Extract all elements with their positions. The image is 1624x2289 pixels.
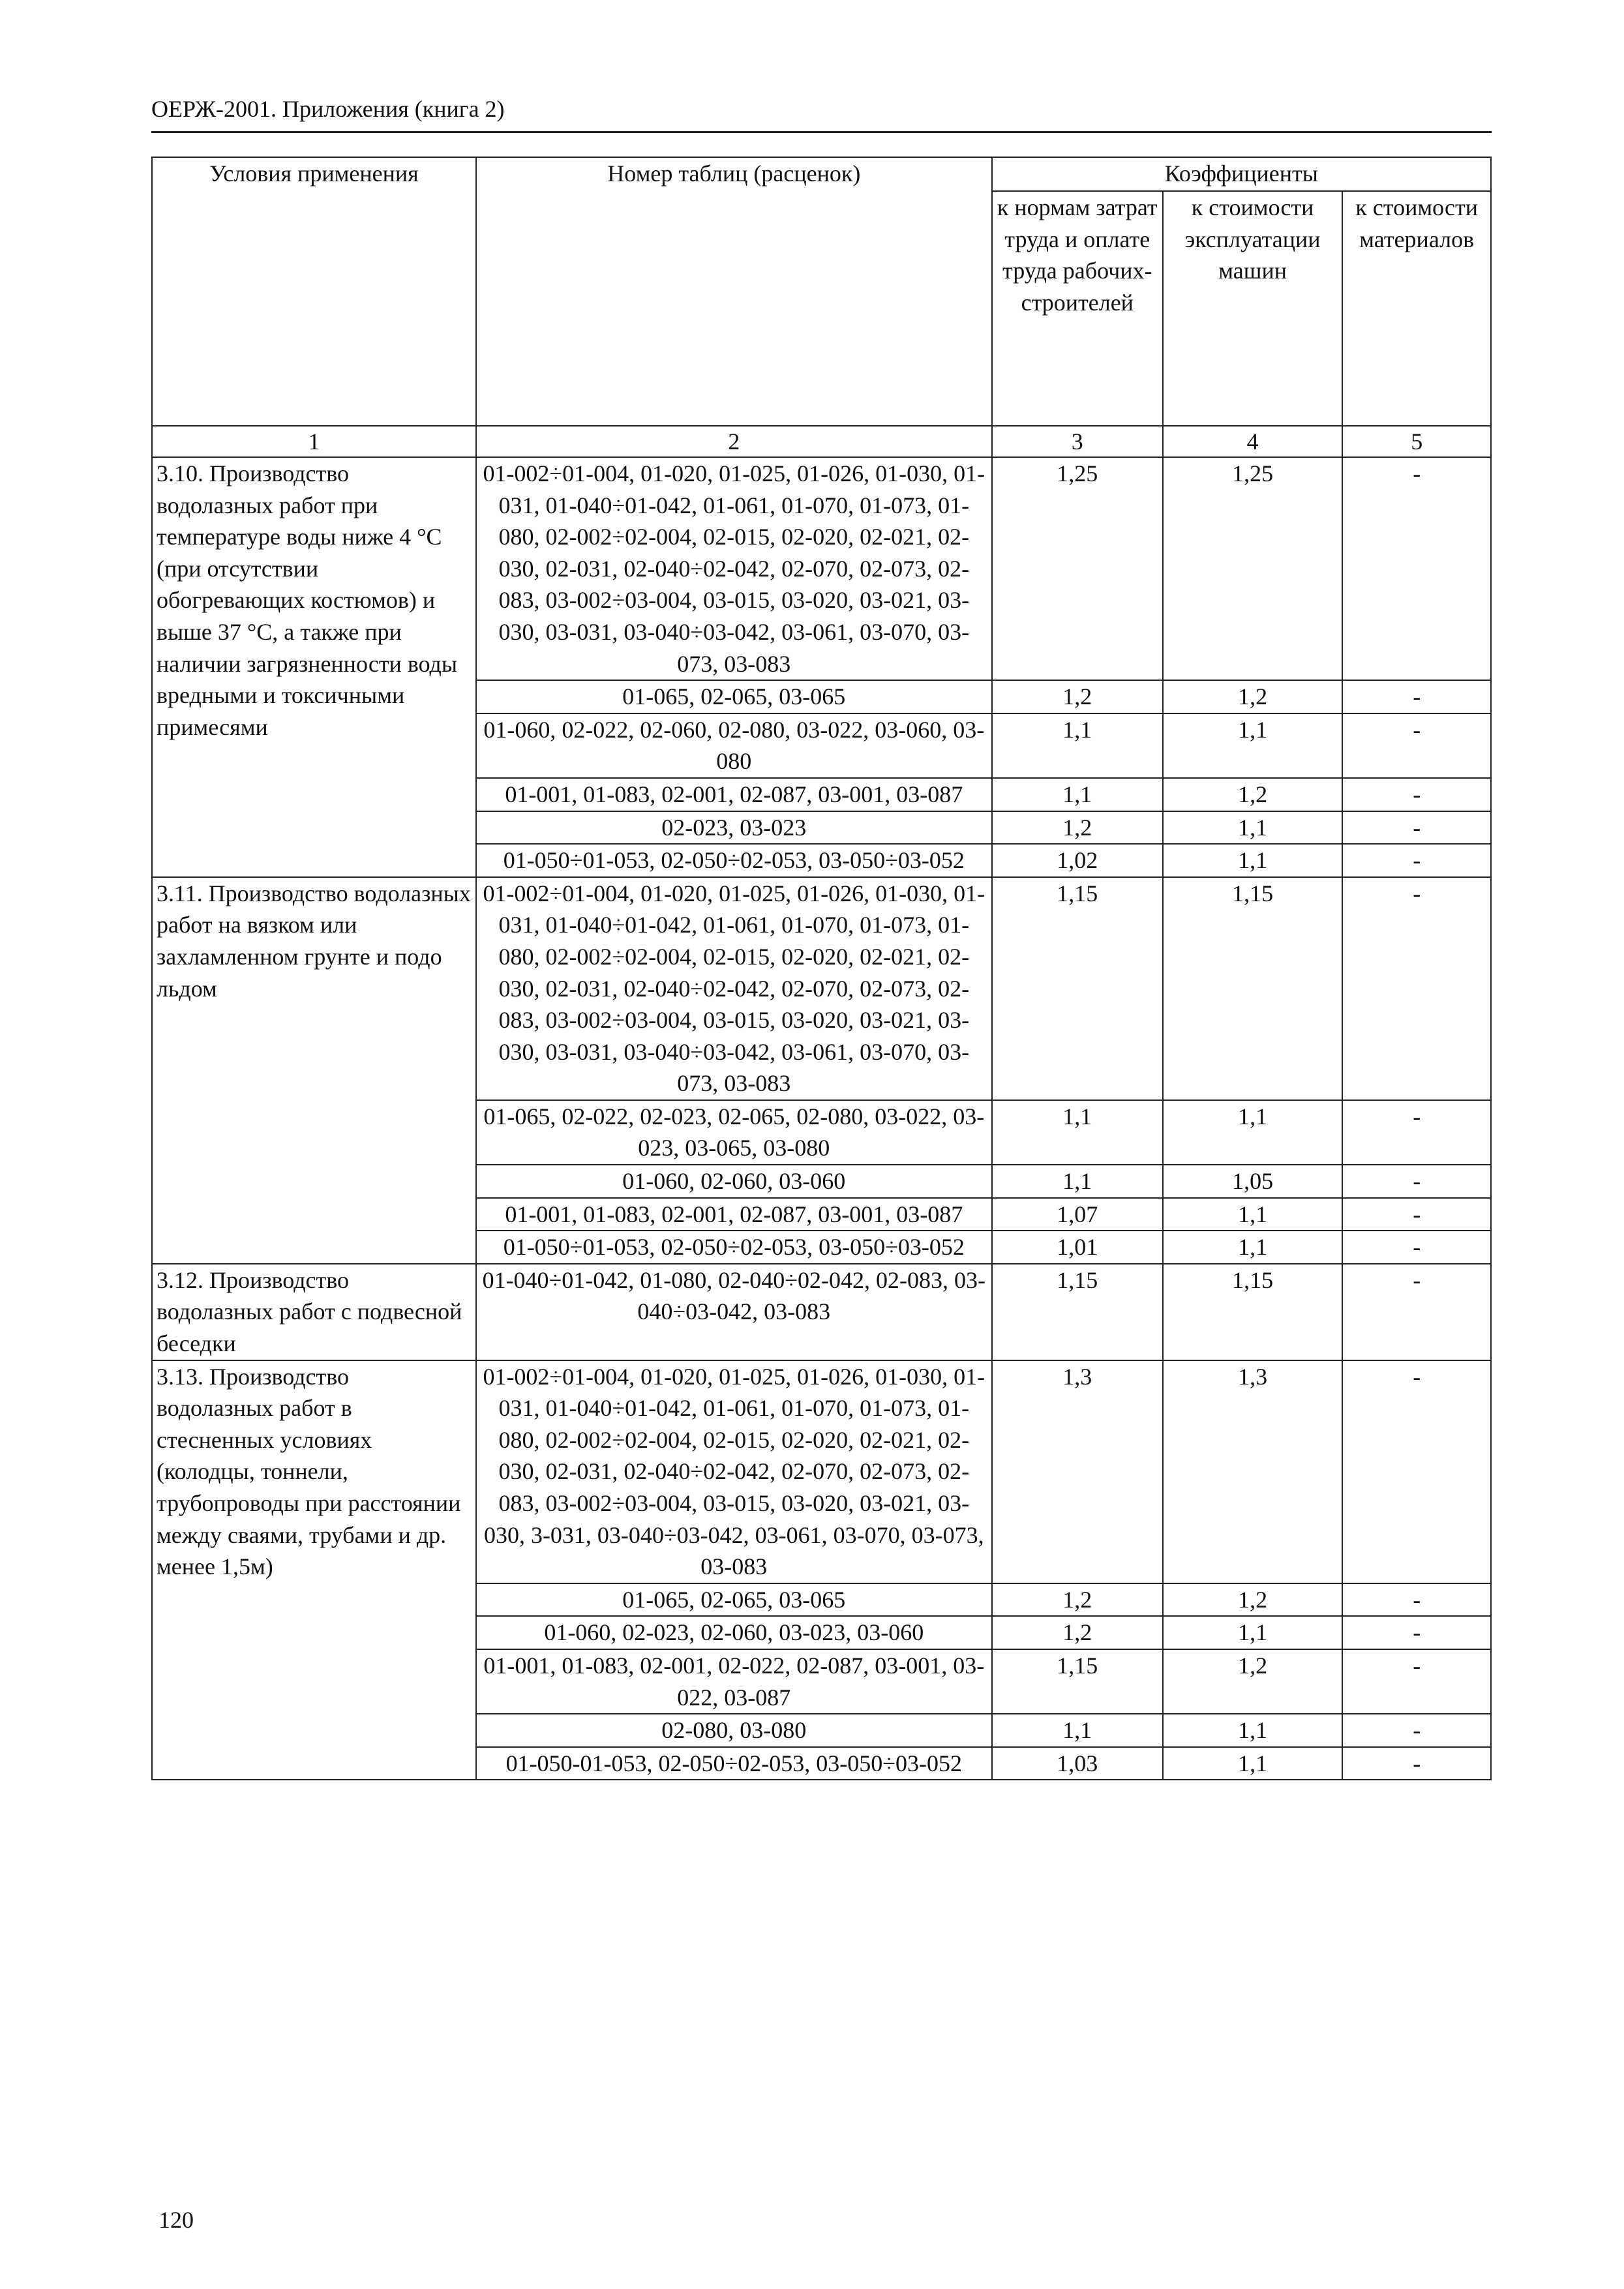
machines-coefficient-cell: 1,2: [1163, 1649, 1342, 1714]
tables-cell: 01-040÷01-042, 01-080, 02-040÷02-042, 02-083, 03-040÷03-042, 03-083: [476, 1264, 992, 1360]
labor-coefficient-cell: 1,01: [992, 1231, 1163, 1264]
machines-coefficient-cell: 1,2: [1163, 1583, 1342, 1617]
labor-coefficient-cell: 1,2: [992, 680, 1163, 713]
condition-cell: 3.13. Производство водолазных работ в стесненных условиях (колодцы, тоннели, трубопроводы при расстоянии между сваями, трубами и др. менее 1,5м): [152, 1360, 476, 1780]
machines-coefficient-cell: 1,25: [1163, 457, 1342, 680]
condition-cell: 3.10. Производство водолазных работ при температуре воды ниже 4 °С (при отсутствии обогревающих костюмов) и выше 37 °С, а также при наличии загрязненности воды вредными и токсичными примесями: [152, 457, 476, 877]
header-machines: к стоимости эксплуатации машин: [1163, 191, 1342, 426]
labor-coefficient-cell: 1,1: [992, 1100, 1163, 1165]
labor-coefficient-cell: 1,03: [992, 1747, 1163, 1780]
materials-coefficient-cell: -: [1342, 1198, 1491, 1231]
labor-coefficient-cell: 1,1: [992, 778, 1163, 811]
materials-coefficient-cell: -: [1342, 1100, 1491, 1165]
machines-coefficient-cell: 1,1: [1163, 1714, 1342, 1747]
machines-coefficient-cell: 1,05: [1163, 1165, 1342, 1198]
labor-coefficient-cell: 1,1: [992, 1165, 1163, 1198]
materials-coefficient-cell: -: [1342, 811, 1491, 845]
materials-coefficient-cell: -: [1342, 1165, 1491, 1198]
coefficients-table: [151, 157, 1492, 1780]
materials-coefficient-cell: -: [1342, 1583, 1491, 1617]
materials-coefficient-cell: -: [1342, 713, 1491, 778]
table-row: [152, 1264, 1491, 1360]
materials-coefficient-cell: -: [1342, 1747, 1491, 1780]
column-number: 2: [476, 426, 992, 457]
labor-coefficient-cell: 1,02: [992, 844, 1163, 877]
column-number: 1: [152, 426, 476, 457]
tables-cell: 01-060, 02-060, 03-060: [476, 1165, 992, 1198]
labor-coefficient-cell: 1,07: [992, 1198, 1163, 1231]
tables-cell: 01-060, 02-022, 02-060, 02-080, 03-022, 03-060, 03-080: [476, 713, 992, 778]
materials-coefficient-cell: -: [1342, 680, 1491, 713]
header-coefficients: Коэффициенты: [992, 157, 1491, 191]
labor-coefficient-cell: 1,15: [992, 877, 1163, 1100]
machines-coefficient-cell: 1,1: [1163, 844, 1342, 877]
header-materials: к стоимости материалов: [1342, 191, 1491, 426]
materials-coefficient-cell: -: [1342, 1360, 1491, 1583]
header-rule: [151, 131, 1492, 133]
labor-coefficient-cell: 1,1: [992, 1714, 1163, 1747]
header-labor: к нормам затрат труда и оплате труда рабочих-строителей: [992, 191, 1163, 426]
machines-coefficient-cell: 1,2: [1163, 680, 1342, 713]
tables-cell: 01-050÷01-053, 02-050÷02-053, 03-050÷03-052: [476, 844, 992, 877]
column-number: 5: [1342, 426, 1491, 457]
tables-cell: 01-065, 02-065, 03-065: [476, 1583, 992, 1617]
tables-cell: 01-060, 02-023, 02-060, 03-023, 03-060: [476, 1616, 992, 1649]
document-header: ОЕРЖ-2001. Приложения (книга 2): [151, 96, 505, 122]
condition-cell: 3.11. Производство водолазных работ на вязком или захламленном грунте и подо льдом: [152, 877, 476, 1264]
tables-cell: 02-080, 03-080: [476, 1714, 992, 1747]
machines-coefficient-cell: 1,1: [1163, 811, 1342, 845]
labor-coefficient-cell: 1,2: [992, 1616, 1163, 1649]
labor-coefficient-cell: 1,15: [992, 1264, 1163, 1360]
materials-coefficient-cell: -: [1342, 1616, 1491, 1649]
tables-cell: 02-023, 03-023: [476, 811, 992, 845]
machines-coefficient-cell: 1,3: [1163, 1360, 1342, 1583]
labor-coefficient-cell: 1,3: [992, 1360, 1163, 1583]
labor-coefficient-cell: 1,1: [992, 713, 1163, 778]
table-body: [152, 457, 1491, 1780]
machines-coefficient-cell: 1,1: [1163, 1747, 1342, 1780]
table-row: [152, 877, 1491, 1100]
table-header: [152, 157, 1491, 457]
tables-cell: 01-001, 01-083, 02-001, 02-087, 03-001, 03-087: [476, 1198, 992, 1231]
machines-coefficient-cell: 1,1: [1163, 1616, 1342, 1649]
table-row: [152, 457, 1491, 680]
tables-cell: 01-050-01-053, 02-050÷02-053, 03-050÷03-052: [476, 1747, 992, 1780]
header-conditions: Условия применения: [152, 157, 476, 426]
materials-coefficient-cell: -: [1342, 1714, 1491, 1747]
materials-coefficient-cell: -: [1342, 1264, 1491, 1360]
tables-cell: 01-002÷01-004, 01-020, 01-025, 01-026, 01-030, 01-031, 01-040÷01-042, 01-061, 01-070, 01-073, 01-080, 02-002÷02-004, 02-015, 02-020, 02-021, 02-030, 02-031, 02-040÷02-042, 02-070, 02-073, 02-083, 03-002÷03-004, 03-015, 03-020, 03-021, 03-030, 3-031, 03-040÷03-042, 03-061, 03-070, 03-073, 03-083: [476, 1360, 992, 1583]
machines-coefficient-cell: 1,1: [1163, 713, 1342, 778]
machines-coefficient-cell: 1,1: [1163, 1231, 1342, 1264]
tables-cell: 01-002÷01-004, 01-020, 01-025, 01-026, 01-030, 01-031, 01-040÷01-042, 01-061, 01-070, 01-073, 01-080, 02-002÷02-004, 02-015, 02-020, 02-021, 02-030, 02-031, 02-040÷02-042, 02-070, 02-073, 02-083, 03-002÷03-004, 03-015, 03-020, 03-021, 03-030, 03-031, 03-040÷03-042, 03-061, 03-070, 03-073, 03-083: [476, 877, 992, 1100]
page-number: 120: [158, 2207, 194, 2233]
machines-coefficient-cell: 1,15: [1163, 1264, 1342, 1360]
labor-coefficient-cell: 1,2: [992, 811, 1163, 845]
header-tables: Номер таблиц (расценок): [476, 157, 992, 426]
materials-coefficient-cell: -: [1342, 778, 1491, 811]
materials-coefficient-cell: -: [1342, 457, 1491, 680]
tables-cell: 01-065, 02-065, 03-065: [476, 680, 992, 713]
labor-coefficient-cell: 1,25: [992, 457, 1163, 680]
tables-cell: 01-001, 01-083, 02-001, 02-087, 03-001, 03-087: [476, 778, 992, 811]
table-row: [152, 1360, 1491, 1583]
materials-coefficient-cell: -: [1342, 1231, 1491, 1264]
labor-coefficient-cell: 1,15: [992, 1649, 1163, 1714]
column-number: 3: [992, 426, 1163, 457]
tables-cell: 01-002÷01-004, 01-020, 01-025, 01-026, 01-030, 01-031, 01-040÷01-042, 01-061, 01-070, 01-073, 01-080, 02-002÷02-004, 02-015, 02-020, 02-021, 02-030, 02-031, 02-040÷02-042, 02-070, 02-073, 02-083, 03-002÷03-004, 03-015, 03-020, 03-021, 03-030, 03-031, 03-040÷03-042, 03-061, 03-070, 03-073, 03-083: [476, 457, 992, 680]
tables-cell: 01-050÷01-053, 02-050÷02-053, 03-050÷03-052: [476, 1231, 992, 1264]
machines-coefficient-cell: 1,1: [1163, 1100, 1342, 1165]
materials-coefficient-cell: -: [1342, 1649, 1491, 1714]
condition-cell: 3.12. Производство водолазных работ с подвесной беседки: [152, 1264, 476, 1360]
tables-cell: 01-065, 02-022, 02-023, 02-065, 02-080, 03-022, 03-023, 03-065, 03-080: [476, 1100, 992, 1165]
machines-coefficient-cell: 1,15: [1163, 877, 1342, 1100]
materials-coefficient-cell: -: [1342, 844, 1491, 877]
machines-coefficient-cell: 1,2: [1163, 778, 1342, 811]
tables-cell: 01-001, 01-083, 02-001, 02-022, 02-087, 03-001, 03-022, 03-087: [476, 1649, 992, 1714]
column-number-row: [152, 426, 1491, 457]
column-number: 4: [1163, 426, 1342, 457]
machines-coefficient-cell: 1,1: [1163, 1198, 1342, 1231]
materials-coefficient-cell: -: [1342, 877, 1491, 1100]
labor-coefficient-cell: 1,2: [992, 1583, 1163, 1617]
